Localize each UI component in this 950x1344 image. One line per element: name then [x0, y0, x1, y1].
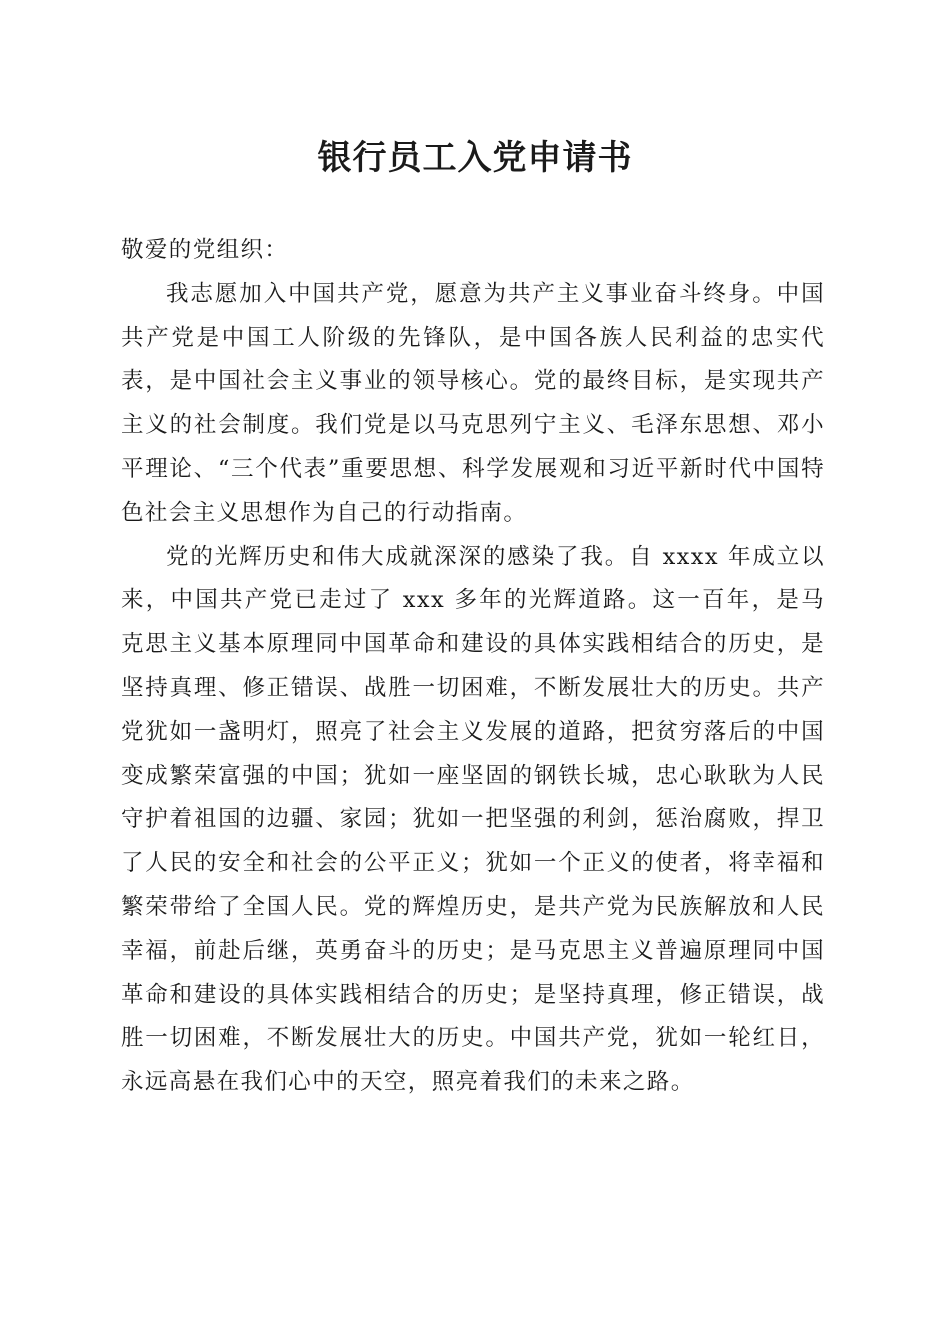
- document-body: [121, 229, 825, 1105]
- paragraph-1: 我志愿加入中国共产党，愿意为共产主义事业奋斗终身。中国共产党是中国工人阶级的先锋队，是中国各族人民利益的忠实代表，是中国社会主义事业的领导核心。党的最终目标，是实现共产主义的社会制度。我们党是以马克思列宁主义、毛泽东思想、邓小平理论、“三个代表”重要思想、科学发展观和习近平新时代中国特色社会主义思想作为自己的行动指南。: [121, 280, 825, 526]
- salutation: 敬爱的党组织：: [121, 237, 289, 263]
- paragraph-2: 党的光辉历史和伟大成就深深的感染了我。自 xxxx 年成立以来，中国共产党已走过了 xxx 多年的光辉道路。这一百年，是马克思主义基本原理同中国革命和建设的具体实践相结合的历史，是坚持真理、修正错误、战胜一切困难，不断发展壮大的历史。共产党犹如一盏明灯，照亮了社会主义发展的道路，把贫穷落后的中国变成繁荣富强的中国；犹如一座坚固的钢铁长城，忠心耿耿为人民守护着祖国的边疆、家园；犹如一把坚强的利剑，惩治腐败，捍卫了人民的安全和社会的公平正义；犹如一个正义的使者，将幸福和繁荣带给了全国人民。党的辉煌历史，是共产党为民族解放和人民幸福，前赴后继，英勇奋斗的历史；是马克思主义普遍原理同中国革命和建设的具体实践相结合的历史；是坚持真理，修正错误，战胜一切困难，不断发展壮大的历史。中国共产党，犹如一轮红日，永远高悬在我们心中的天空，照亮着我们的未来之路。: [121, 543, 825, 1096]
- document-title: 银行员工入党申请书: [317, 138, 633, 178]
